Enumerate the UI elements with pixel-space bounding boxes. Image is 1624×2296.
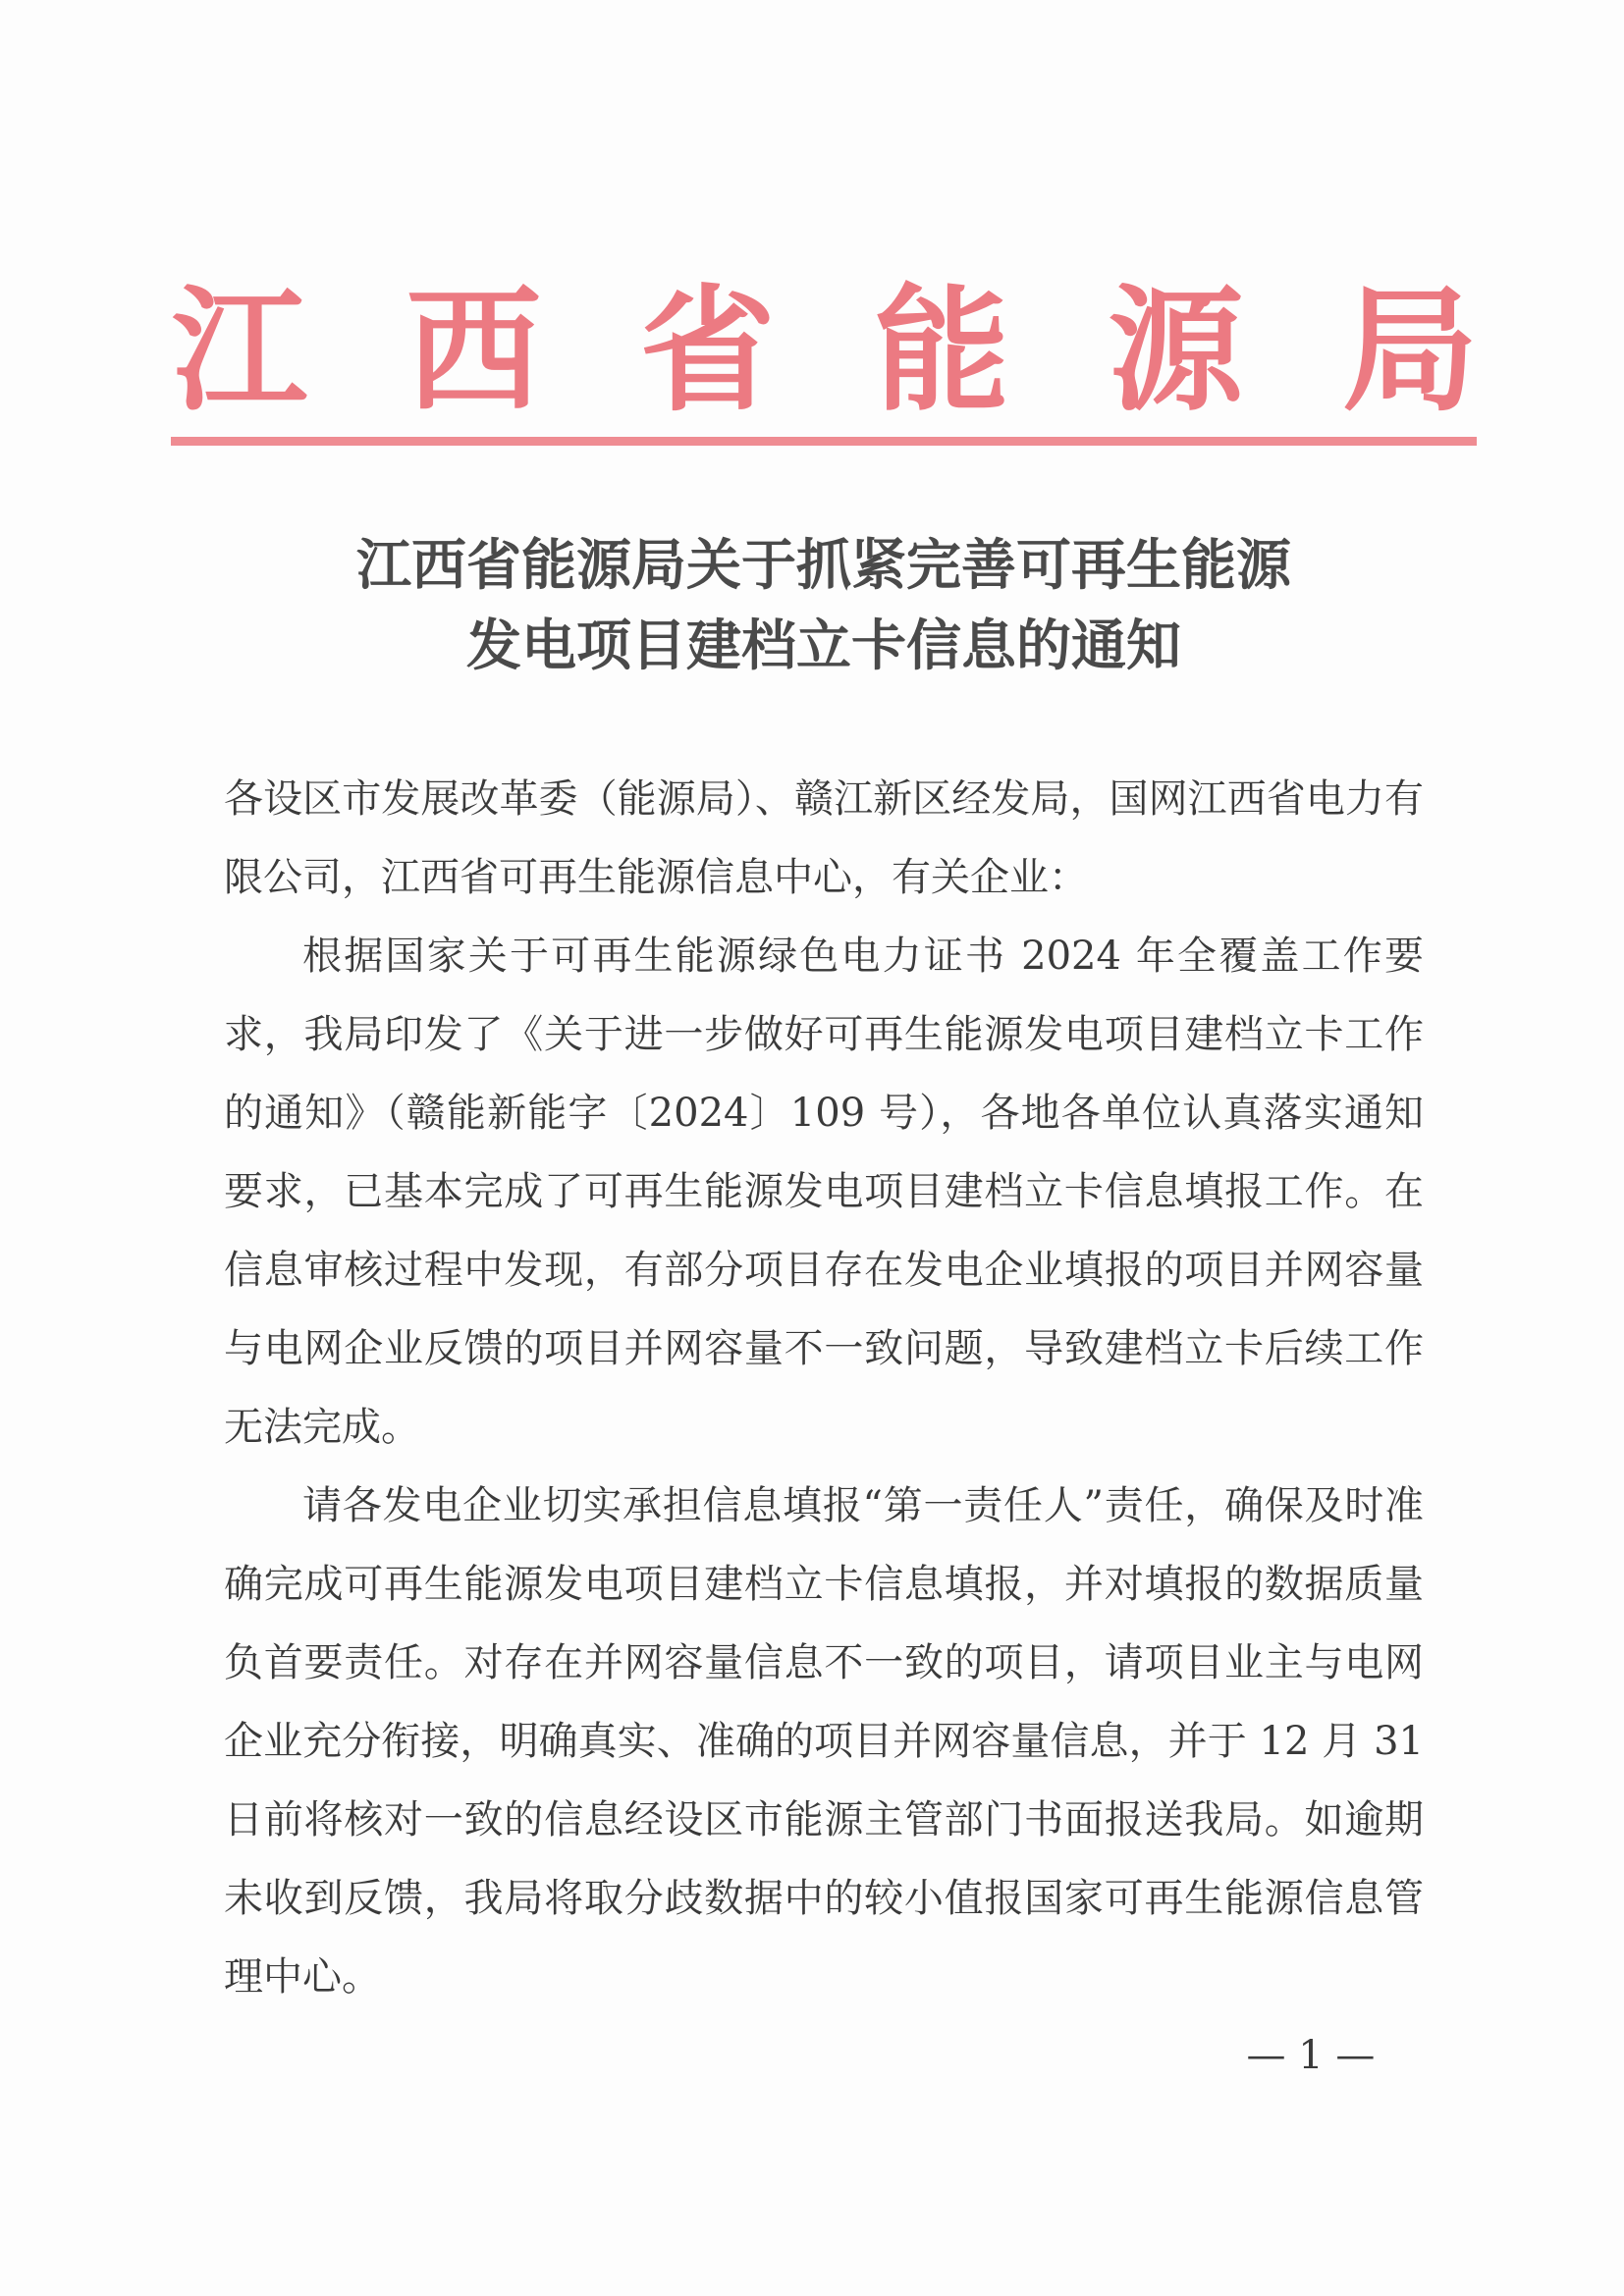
letterhead-char: 省 — [639, 270, 776, 430]
letterhead-char: 西 — [406, 270, 542, 430]
letterhead-char: 江 — [172, 270, 308, 430]
letterhead-char: 局 — [1341, 270, 1478, 430]
title-line-1: 江西省能源局关于抓紧完善可再生能源 — [356, 533, 1291, 598]
letterhead-char: 源 — [1108, 270, 1244, 430]
addressee: 各设区市发展改革委（能源局）、赣江新区经发局，国网江西省电力有限公司，江西省可再生能源信息中心，有关企业： — [224, 776, 1424, 900]
document-body — [224, 760, 1424, 2016]
letterhead — [172, 267, 1478, 434]
document-title — [171, 525, 1477, 686]
letterhead-divider — [171, 437, 1477, 446]
title-line-2: 发电项目建档立卡信息的通知 — [466, 614, 1181, 678]
body-paragraph-2: 请各发电企业切实承担信息填报“第一责任人”责任，确保及时准确完成可再生能源发电项目建档立卡信息填报，并对填报的数据质量负首要责任。对存在并网容量信息不一致的项目，请项目业主与电网企业充分衔接，明确真实、准确的项目并网容量信息，并于 12 月 31 日前将核对一致的信息经设区市能源主管部门书面报送我局。如逾期未收到反馈，我局将取分歧数据中的较小值报国家可再生能源信息管理中心。 — [224, 1483, 1424, 2000]
body-paragraph-1: 根据国家关于可再生能源绿色电力证书 2024 年全覆盖工作要求，我局印发了《关于进一步做好可再生能源发电项目建档立卡工作的通知》（赣能新能字〔2024〕109 号），各地各单位认真落实通知要求，已基本完成了可再生能源发电项目建档立卡信息填报工作。在信息审核过程中发现，有部分项目存在发电企业填报的项目并网容量与电网企业反馈的项目并网容量不一致问题，导致建档立卡后续工作无法完成。 — [224, 934, 1424, 1450]
page-number: — 1 — — [1246, 2033, 1376, 2078]
letterhead-char: 能 — [874, 270, 1010, 430]
